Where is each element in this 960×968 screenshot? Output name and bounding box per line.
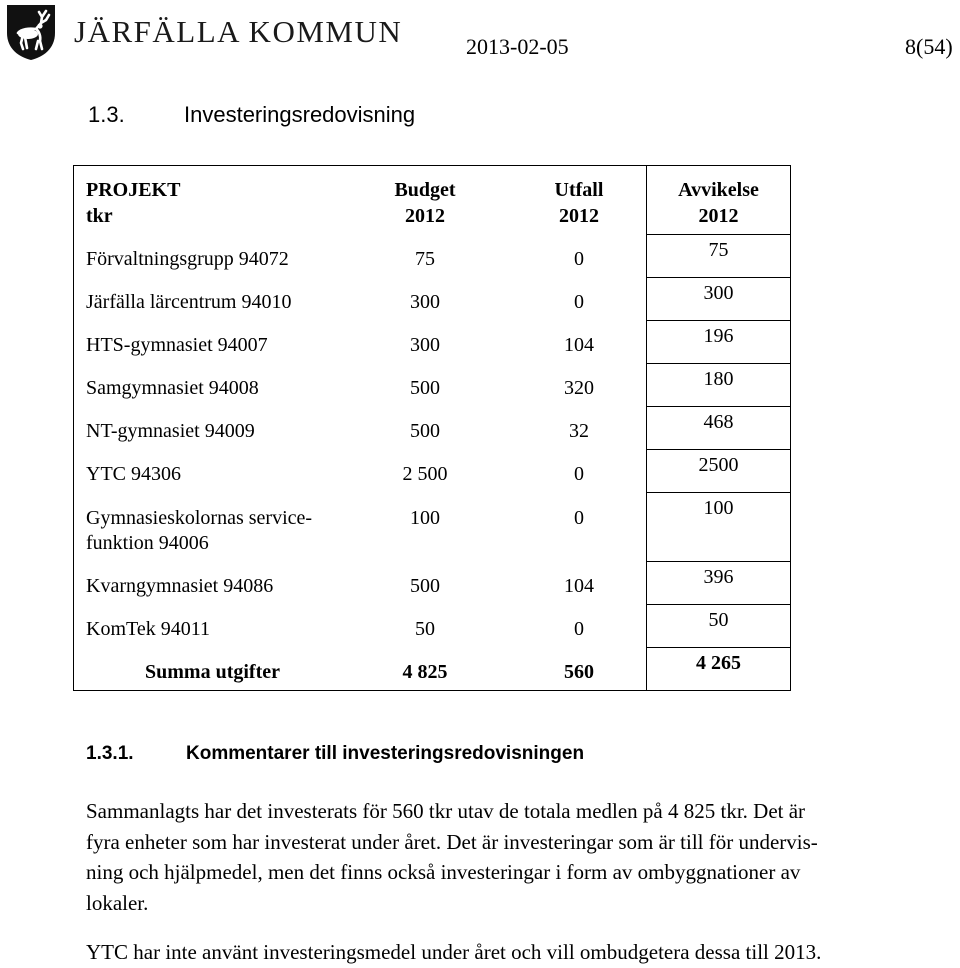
cell-budget: 75 (415, 248, 435, 270)
row-divider (646, 406, 791, 407)
header-project: PROJEKT (86, 179, 181, 201)
subsection-number: 1.3.1. (86, 743, 134, 764)
page-number: 8(54) (905, 34, 953, 59)
section-number: 1.3. (88, 102, 125, 127)
cell-project: Samgymnasiet 94008 (86, 377, 259, 399)
header-avvikelse-year: 2012 (698, 205, 739, 227)
cell-avvikelse: 50 (708, 609, 729, 631)
paragraph-line: Sammanlagts har det investerats för 560 tkr utav de totala medlen på 4 825 tkr. Det är (86, 799, 806, 823)
row-divider (646, 561, 791, 562)
header-utfall-year: 2012 (559, 205, 599, 227)
cell-budget: 2 500 (402, 463, 448, 485)
cell-budget: 500 (410, 420, 440, 442)
cell-budget: 300 (410, 334, 440, 356)
cell-project: funktion 94006 (86, 532, 209, 554)
paragraph-line: lokaler. (86, 890, 149, 915)
row-divider (646, 363, 791, 364)
row-divider (646, 320, 791, 321)
cell-project: Förvaltningsgrupp 94072 (86, 248, 289, 270)
cell-utfall: 0 (574, 507, 584, 529)
section-title: Investeringsredovisning (184, 102, 416, 127)
cell-avvikelse: 196 (703, 325, 734, 347)
cell-project: Järfälla lärcentrum 94010 (86, 291, 292, 313)
row-divider (646, 492, 791, 493)
header-budget: Budget (394, 179, 456, 201)
cell-project: KomTek 94011 (86, 618, 210, 640)
cell-project: Gymnasieskolornas service- (86, 507, 313, 529)
total-budget: 4 825 (402, 661, 448, 683)
cell-utfall: 0 (574, 291, 584, 313)
row-divider (646, 277, 791, 278)
cell-utfall: 32 (569, 420, 589, 442)
cell-budget: 300 (410, 291, 440, 313)
cell-utfall: 0 (574, 463, 584, 485)
subsection-heading (86, 743, 584, 765)
comment-paragraph (86, 796, 956, 918)
row-divider (646, 647, 791, 648)
cell-project: HTS-gymnasiet 94007 (86, 334, 268, 356)
total-avvikelse: 4 265 (696, 652, 741, 674)
municipality-name: JÄRFÄLLA KOMMUN (74, 14, 403, 49)
cell-avvikelse: 100 (703, 497, 734, 519)
cell-utfall: 104 (564, 334, 594, 356)
cell-project: NT-gymnasiet 94009 (86, 420, 255, 442)
page-header (0, 0, 960, 70)
cell-budget: 500 (410, 575, 440, 597)
cell-avvikelse: 396 (703, 566, 734, 588)
section-heading (88, 102, 415, 128)
row-divider (646, 604, 791, 605)
header-avvikelse: Avvikelse (678, 179, 759, 201)
total-label: Summa utgifter (145, 661, 280, 683)
cell-budget: 500 (410, 377, 440, 399)
cell-avvikelse: 2500 (698, 454, 739, 476)
cell-budget: 50 (415, 618, 435, 640)
row-divider (646, 234, 791, 235)
cell-avvikelse: 180 (703, 368, 734, 390)
document-date: 2013-02-05 (466, 34, 569, 59)
header-project-unit: tkr (86, 205, 113, 227)
subsection-title: Kommentarer till investeringsredovisningen (186, 743, 585, 764)
cell-utfall: 0 (574, 618, 584, 640)
total-utfall: 560 (564, 661, 594, 683)
reindeer-coat-of-arms-icon (5, 3, 57, 61)
cell-utfall: 104 (564, 575, 594, 597)
cell-utfall: 0 (574, 248, 584, 270)
header-utfall: Utfall (554, 179, 604, 201)
row-divider (646, 449, 791, 450)
cell-avvikelse: 300 (703, 282, 734, 304)
header-budget-year: 2012 (405, 205, 445, 227)
paragraph-line: ning och hjälpmedel, men det finns också investeringar i form av ombyggnationer av (86, 860, 801, 884)
cell-project: Kvarngymnasiet 94086 (86, 575, 274, 597)
cell-project: YTC 94306 (86, 463, 181, 485)
cell-avvikelse: 468 (703, 411, 734, 433)
cell-budget: 100 (410, 507, 440, 529)
cell-avvikelse: 75 (708, 239, 729, 261)
ytc-paragraph: YTC har inte använt investeringsmedel under året och vill ombudgetera dessa till 2013. (86, 940, 822, 964)
paragraph-line: fyra enheter som har investerat under året. Det är investeringar som är till för undervis- (86, 829, 818, 854)
cell-utfall: 320 (564, 377, 594, 399)
